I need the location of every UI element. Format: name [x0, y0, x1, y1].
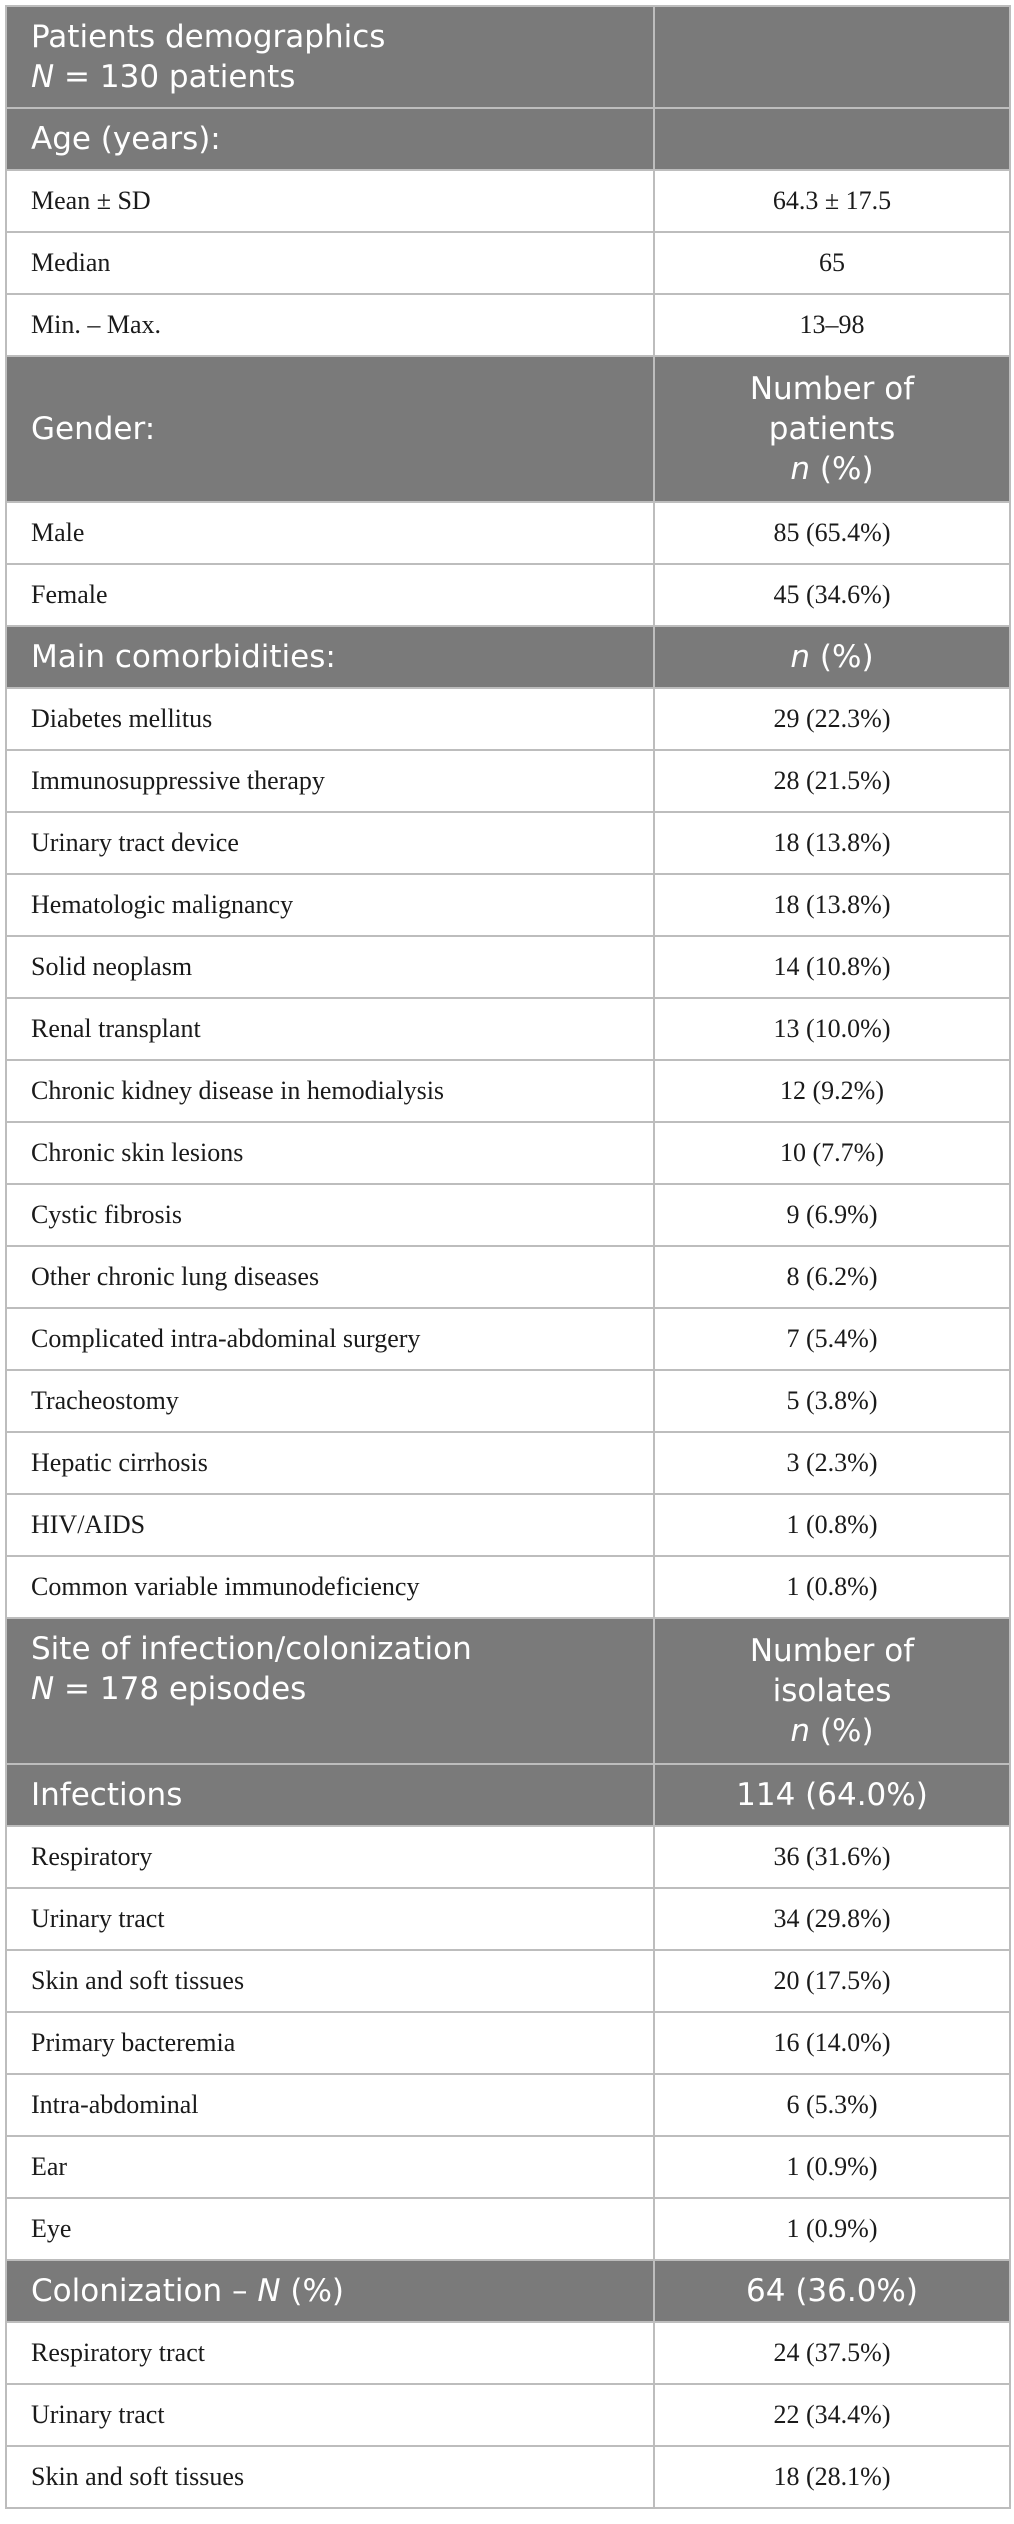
- colonization-site-row: [6, 2446, 1010, 2508]
- comorbidity-value: 12 (9.2%): [654, 1060, 1010, 1122]
- comorbidity-label: Chronic skin lesions: [6, 1122, 654, 1184]
- age-label: Mean ± SD: [6, 170, 654, 232]
- comorbidity-label: Hematologic malignancy: [6, 874, 654, 936]
- comorbidities-heading-row: [6, 626, 1010, 688]
- age-label: Min. – Max.: [6, 294, 654, 356]
- infection-site-row: [6, 2074, 1010, 2136]
- age-heading-empty: [654, 108, 1010, 170]
- age-heading: Age (years):: [6, 108, 654, 170]
- site-column-header: [654, 1618, 1010, 1764]
- infection-site-label: Eye: [6, 2198, 654, 2260]
- comorbidity-label: HIV/AIDS: [6, 1494, 654, 1556]
- comorbidity-label: Solid neoplasm: [6, 936, 654, 998]
- comorbidity-value: 13 (10.0%): [654, 998, 1010, 1060]
- colonization-site-value: 18 (28.1%): [654, 2446, 1010, 2508]
- comorbidity-value: 7 (5.4%): [654, 1308, 1010, 1370]
- demographics-table-container: [5, 5, 1009, 2519]
- infection-site-label: Primary bacteremia: [6, 2012, 654, 2074]
- gender-col-n: n: [790, 451, 811, 487]
- age-row: [6, 294, 1010, 356]
- comorbidity-label: Diabetes mellitus: [6, 688, 654, 750]
- comorbidity-label: Urinary tract device: [6, 812, 654, 874]
- comorbidity-row: [6, 1184, 1010, 1246]
- comorbidity-value: 28 (21.5%): [654, 750, 1010, 812]
- infection-site-label: Intra-abdominal: [6, 2074, 654, 2136]
- comorbidity-label: Tracheostomy: [6, 1370, 654, 1432]
- infection-site-label: Urinary tract: [6, 1888, 654, 1950]
- gender-col-pct: (%): [810, 451, 874, 487]
- infection-site-value: 20 (17.5%): [654, 1950, 1010, 2012]
- age-heading-row: [6, 108, 1010, 170]
- colonization-heading-row: [6, 2260, 1010, 2322]
- infection-site-row: [6, 2136, 1010, 2198]
- comorbidity-value: 29 (22.3%): [654, 688, 1010, 750]
- infection-site-value: 16 (14.0%): [654, 2012, 1010, 2074]
- comorbidity-row: [6, 688, 1010, 750]
- comorbidity-row: [6, 936, 1010, 998]
- infections-total: 114 (64.0%): [654, 1764, 1010, 1826]
- site-heading-line1: Site of infection/colonization: [31, 1631, 472, 1667]
- colonization-heading: [6, 2260, 654, 2322]
- age-row: [6, 232, 1010, 294]
- colonization-heading-n: N: [257, 2273, 281, 2309]
- infection-site-label: Skin and soft tissues: [6, 1950, 654, 2012]
- comorbidity-value: 18 (13.8%): [654, 874, 1010, 936]
- colonization-site-row: [6, 2322, 1010, 2384]
- infection-site-label: Respiratory: [6, 1826, 654, 1888]
- gender-row: [6, 502, 1010, 564]
- comorbidity-row: [6, 1494, 1010, 1556]
- comorbidities-col-pct: (%): [810, 639, 874, 675]
- infections-heading-row: [6, 1764, 1010, 1826]
- comorbidity-row: [6, 998, 1010, 1060]
- site-col-line2: isolates: [772, 1673, 892, 1709]
- table-title: [6, 6, 654, 108]
- colonization-site-label: Urinary tract: [6, 2384, 654, 2446]
- comorbidity-value: 1 (0.8%): [654, 1556, 1010, 1618]
- gender-label: Female: [6, 564, 654, 626]
- infection-site-row: [6, 1950, 1010, 2012]
- gender-heading-row: [6, 356, 1010, 502]
- comorbidity-value: 14 (10.8%): [654, 936, 1010, 998]
- comorbidity-row: [6, 1556, 1010, 1618]
- colonization-total: 64 (36.0%): [654, 2260, 1010, 2322]
- colonization-heading-prefix: Colonization –: [31, 2273, 258, 2309]
- title-n: N: [31, 59, 55, 95]
- gender-label: Male: [6, 502, 654, 564]
- colonization-site-label: Skin and soft tissues: [6, 2446, 654, 2508]
- site-heading-line2: = 178 episodes: [54, 1671, 307, 1707]
- comorbidity-label: Complicated intra-abdominal surgery: [6, 1308, 654, 1370]
- infection-site-value: 36 (31.6%): [654, 1826, 1010, 1888]
- infection-site-row: [6, 1888, 1010, 1950]
- colonization-heading-pct: (%): [280, 2273, 345, 2309]
- comorbidity-row: [6, 812, 1010, 874]
- site-heading: [6, 1618, 654, 1764]
- comorbidity-value: 1 (0.8%): [654, 1494, 1010, 1556]
- comorbidity-row: [6, 750, 1010, 812]
- comorbidity-value: 9 (6.9%): [654, 1184, 1010, 1246]
- comorbidity-value: 5 (3.8%): [654, 1370, 1010, 1432]
- title-line1: Patients demographics: [31, 19, 386, 55]
- colonization-site-label: Respiratory tract: [6, 2322, 654, 2384]
- infection-site-row: [6, 2198, 1010, 2260]
- demographics-table: [5, 5, 1011, 2509]
- gender-value: 85 (65.4%): [654, 502, 1010, 564]
- comorbidity-label: Chronic kidney disease in hemodialysis: [6, 1060, 654, 1122]
- comorbidity-label: Hepatic cirrhosis: [6, 1432, 654, 1494]
- comorbidity-row: [6, 1122, 1010, 1184]
- colonization-site-value: 24 (37.5%): [654, 2322, 1010, 2384]
- colonization-site-row: [6, 2384, 1010, 2446]
- infection-site-value: 1 (0.9%): [654, 2136, 1010, 2198]
- site-col-n: n: [790, 1713, 811, 1749]
- age-label: Median: [6, 232, 654, 294]
- comorbidities-column-header: [654, 626, 1010, 688]
- infection-site-value: 6 (5.3%): [654, 2074, 1010, 2136]
- comorbidity-value: 10 (7.7%): [654, 1122, 1010, 1184]
- site-heading-row: [6, 1618, 1010, 1764]
- age-row: [6, 170, 1010, 232]
- title-line2: = 130 patients: [54, 59, 296, 95]
- gender-column-header: [654, 356, 1010, 502]
- title-empty-cell: [654, 6, 1010, 108]
- infection-site-row: [6, 1826, 1010, 1888]
- comorbidity-row: [6, 874, 1010, 936]
- gender-col-line2: patients: [768, 411, 896, 447]
- comorbidity-row: [6, 1370, 1010, 1432]
- comorbidity-label: Common variable immunodeficiency: [6, 1556, 654, 1618]
- comorbidity-value: 3 (2.3%): [654, 1432, 1010, 1494]
- site-col-line1: Number of: [749, 1633, 915, 1669]
- comorbidities-col-n: n: [790, 639, 811, 675]
- age-value: 65: [654, 232, 1010, 294]
- comorbidity-row: [6, 1246, 1010, 1308]
- comorbidity-row: [6, 1432, 1010, 1494]
- infection-site-row: [6, 2012, 1010, 2074]
- infection-site-label: Ear: [6, 2136, 654, 2198]
- age-value: 64.3 ± 17.5: [654, 170, 1010, 232]
- comorbidity-label: Immunosuppressive therapy: [6, 750, 654, 812]
- gender-heading: Gender:: [6, 356, 654, 502]
- gender-row: [6, 564, 1010, 626]
- comorbidity-label: Renal transplant: [6, 998, 654, 1060]
- infection-site-value: 34 (29.8%): [654, 1888, 1010, 1950]
- comorbidities-heading: Main comorbidities:: [6, 626, 654, 688]
- infections-heading: Infections: [6, 1764, 654, 1826]
- site-heading-n: N: [31, 1671, 55, 1707]
- comorbidity-value: 18 (13.8%): [654, 812, 1010, 874]
- colonization-site-value: 22 (34.4%): [654, 2384, 1010, 2446]
- site-col-pct: (%): [810, 1713, 874, 1749]
- comorbidity-row: [6, 1308, 1010, 1370]
- comorbidity-row: [6, 1060, 1010, 1122]
- gender-value: 45 (34.6%): [654, 564, 1010, 626]
- age-value: 13–98: [654, 294, 1010, 356]
- comorbidity-label: Cystic fibrosis: [6, 1184, 654, 1246]
- comorbidity-value: 8 (6.2%): [654, 1246, 1010, 1308]
- table-title-row: [6, 6, 1010, 108]
- gender-col-line1: Number of: [749, 371, 915, 407]
- infection-site-value: 1 (0.9%): [654, 2198, 1010, 2260]
- comorbidity-label: Other chronic lung diseases: [6, 1246, 654, 1308]
